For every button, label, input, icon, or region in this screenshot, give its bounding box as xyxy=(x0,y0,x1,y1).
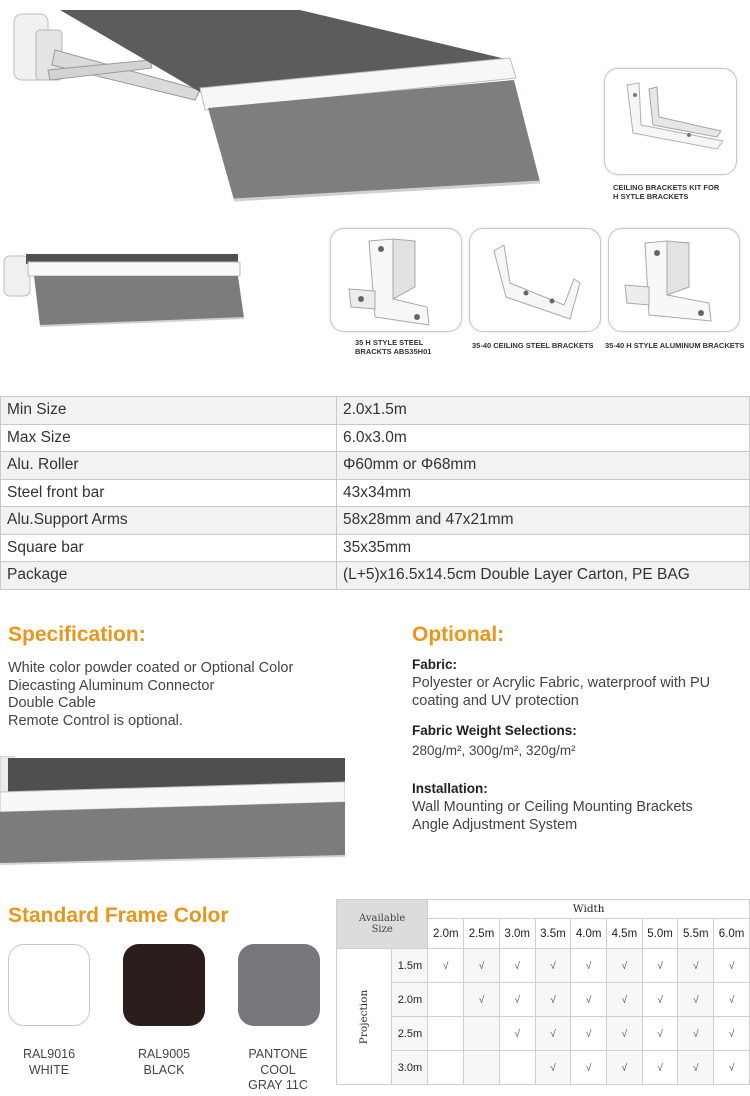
spec-row xyxy=(1,479,750,507)
projection-row-label: 1.5m xyxy=(392,949,428,983)
swatch-gray xyxy=(238,944,320,1026)
check-icon: √ xyxy=(621,960,628,972)
availability-cell xyxy=(571,1051,607,1085)
spec-label: Min Size xyxy=(1,397,337,425)
availability-cell xyxy=(678,1051,714,1085)
check-icon: √ xyxy=(621,994,628,1006)
spec-line: Remote Control is optional. xyxy=(8,712,183,729)
width-header: 4.5m xyxy=(607,919,643,949)
availability-cell xyxy=(678,983,714,1017)
bracket-3-caption: 35-40 H STYLE ALUMINUM BRACKETS xyxy=(605,341,745,350)
availability-cell xyxy=(464,1051,500,1085)
check-icon: √ xyxy=(585,1062,592,1074)
check-icon: √ xyxy=(657,1028,663,1040)
check-icon: √ xyxy=(443,960,449,972)
check-icon: √ xyxy=(514,960,520,972)
width-header: 2.5m xyxy=(464,919,500,949)
spec-row xyxy=(1,534,750,562)
check-icon: √ xyxy=(693,960,699,972)
ceiling-steel-bracket-image xyxy=(469,228,601,332)
spec-value: (L+5)x16.5x14.5cm Double Layer Carton, PE BAG xyxy=(337,562,750,590)
check-icon: √ xyxy=(728,1028,735,1040)
availability-cell xyxy=(499,949,535,983)
availability-cell xyxy=(535,949,571,983)
check-icon: √ xyxy=(693,1028,699,1040)
projection-row-label: 2.0m xyxy=(392,983,428,1017)
width-header: 6.0m xyxy=(714,919,750,949)
spec-label: Package xyxy=(1,562,337,590)
availability-cell xyxy=(499,1017,535,1051)
check-icon: √ xyxy=(478,960,485,972)
check-icon: √ xyxy=(693,994,699,1006)
availability-cell xyxy=(428,1017,464,1051)
swatch-black xyxy=(123,944,205,1026)
availability-cell xyxy=(428,1051,464,1085)
spec-row xyxy=(1,397,750,425)
check-icon: √ xyxy=(478,994,485,1006)
availability-cell xyxy=(714,983,750,1017)
availability-cell xyxy=(428,983,464,1017)
check-icon: √ xyxy=(693,1062,699,1074)
check-icon: √ xyxy=(514,1028,520,1040)
spec-value: 2.0x1.5m xyxy=(337,397,750,425)
spec-label: Alu. Roller xyxy=(1,452,337,480)
h-style-aluminum-bracket-image xyxy=(608,228,740,332)
frame-color-title: Standard Frame Color xyxy=(8,904,229,927)
availability-cell xyxy=(642,1051,678,1085)
width-header: 5.5m xyxy=(678,919,714,949)
availability-cell xyxy=(642,983,678,1017)
spec-label: Steel front bar xyxy=(1,479,337,507)
fabric-weight-text: 280g/m², 300g/m², 320g/m² xyxy=(412,743,576,758)
check-icon: √ xyxy=(550,1028,556,1040)
availability-cell xyxy=(535,1017,571,1051)
check-icon: √ xyxy=(550,994,556,1006)
availability-cell xyxy=(678,949,714,983)
specification-list xyxy=(8,660,293,730)
width-header: 5.0m xyxy=(642,919,678,949)
check-icon: √ xyxy=(728,960,735,972)
check-icon: √ xyxy=(585,960,592,972)
projection-label: Projection xyxy=(337,949,392,1085)
spec-value: 43x34mm xyxy=(337,479,750,507)
swatch-label-black: RAL9005 BLACK xyxy=(137,1047,191,1077)
fabric-text: Polyester or Acrylic Fabric, waterproof with PU coating and UV protection xyxy=(412,675,711,709)
spec-value: Φ60mm or Φ68mm xyxy=(337,452,750,480)
availability-cell xyxy=(607,1051,643,1085)
check-icon: √ xyxy=(657,1062,663,1074)
front-awning-image xyxy=(0,756,345,868)
check-icon: √ xyxy=(585,1028,592,1040)
installation-heading: Installation: xyxy=(412,781,488,796)
availability-cell xyxy=(678,1017,714,1051)
spec-line: Double Cable xyxy=(8,695,96,711)
check-icon: √ xyxy=(657,960,663,972)
spec-value: 6.0x3.0m xyxy=(337,424,750,452)
bracket-2-caption: 35-40 CEILING STEEL BRACKETS xyxy=(472,341,594,350)
availability-cell xyxy=(642,949,678,983)
availability-cell xyxy=(535,1051,571,1085)
spec-table xyxy=(0,396,750,590)
availability-cell xyxy=(714,1017,750,1051)
check-icon: √ xyxy=(728,1062,735,1074)
side-awning-image xyxy=(0,250,245,330)
fabric-weight-heading: Fabric Weight Selections: xyxy=(412,723,577,738)
projection-row-label: 2.5m xyxy=(392,1017,428,1051)
spec-value: 58x28mm and 47x21mm xyxy=(337,507,750,535)
width-label: Width xyxy=(428,900,750,919)
bracket-1-caption: 35 H STYLE STEEL BRACKTS ABS35H01 xyxy=(355,338,432,356)
availability-cell xyxy=(499,1051,535,1085)
availability-cell xyxy=(607,949,643,983)
spec-value: 35x35mm xyxy=(337,534,750,562)
availability-cell xyxy=(428,949,464,983)
spec-label: Max Size xyxy=(1,424,337,452)
swatch-label-gray: PANTONE COOL GRAY 11C xyxy=(248,1047,308,1092)
h-style-steel-bracket-image xyxy=(330,228,462,332)
ceiling-bracket-kit-image xyxy=(604,68,737,175)
spec-row xyxy=(1,452,750,480)
spec-label: Square bar xyxy=(1,534,337,562)
width-header: 3.0m xyxy=(499,919,535,949)
swatch-label-white: RAL9016 WHITE xyxy=(22,1047,76,1077)
check-icon: √ xyxy=(621,1028,628,1040)
availability-cell xyxy=(464,949,500,983)
check-icon: √ xyxy=(621,1062,628,1074)
availability-cell xyxy=(499,983,535,1017)
installation-text: Wall Mounting or Ceiling Mounting Brackets Angle Adjustment System xyxy=(412,799,693,833)
available-size-corner: Available Size xyxy=(337,900,428,949)
check-icon: √ xyxy=(514,994,520,1006)
projection-row-label: 3.0m xyxy=(392,1051,428,1085)
availability-cell xyxy=(714,949,750,983)
spec-label: Alu.Support Arms xyxy=(1,507,337,535)
width-header: 3.5m xyxy=(535,919,571,949)
availability-cell xyxy=(607,1017,643,1051)
availability-cell xyxy=(714,1051,750,1085)
swatch-white xyxy=(8,944,90,1026)
check-icon: √ xyxy=(550,960,556,972)
availability-cell xyxy=(464,1017,500,1051)
spec-row xyxy=(1,562,750,590)
availability-cell xyxy=(571,983,607,1017)
check-icon: √ xyxy=(657,994,663,1006)
main-awning-image xyxy=(0,0,560,205)
availability-cell xyxy=(535,983,571,1017)
optional-title: Optional: xyxy=(412,623,505,646)
check-icon: √ xyxy=(550,1062,556,1074)
available-size-table xyxy=(336,899,750,1085)
specification-title: Specification: xyxy=(8,623,146,646)
check-icon: √ xyxy=(585,994,592,1006)
spec-line: Diecasting Aluminum Connector xyxy=(8,677,215,694)
availability-cell xyxy=(642,1017,678,1051)
spec-row xyxy=(1,507,750,535)
width-header: 2.0m xyxy=(428,919,464,949)
availability-cell xyxy=(571,949,607,983)
width-header: 4.0m xyxy=(571,919,607,949)
availability-cell xyxy=(464,983,500,1017)
availability-cell xyxy=(607,983,643,1017)
fabric-heading: Fabric: xyxy=(412,657,458,672)
spec-row xyxy=(1,424,750,452)
check-icon: √ xyxy=(728,994,735,1006)
spec-line: White color powder coated or Optional Color xyxy=(8,660,294,676)
availability-cell xyxy=(571,1017,607,1051)
ceiling-kit-caption: CEILING BRACKETS KIT FOR H SYTLE BRACKETS xyxy=(613,183,720,201)
